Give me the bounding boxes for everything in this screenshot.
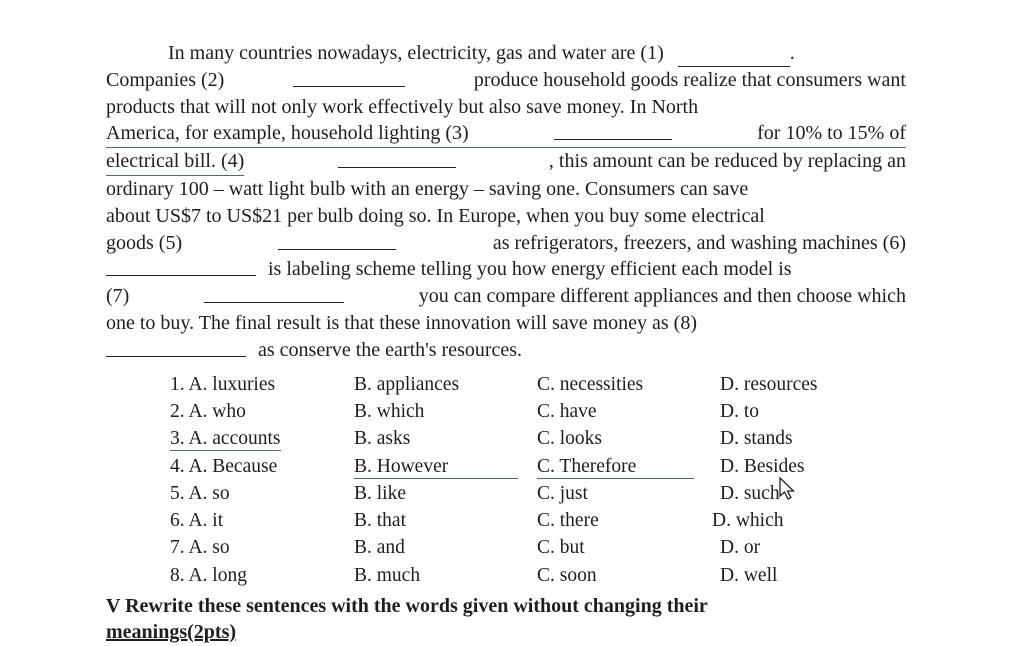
passage-line-10 (106, 283, 906, 310)
passage-text: about US$7 to US$21 per bulb doing so. In Europe, when you buy some electrical (106, 204, 765, 227)
option-7b[interactable]: B. and (354, 537, 405, 559)
option-2b[interactable]: B. which (354, 400, 425, 422)
option-4c[interactable]: C. Therefore (537, 456, 720, 478)
option-2d[interactable]: D. to (720, 400, 759, 422)
option-1b[interactable]: B. appliances (354, 373, 460, 395)
option-7c[interactable]: C. but (537, 537, 585, 559)
option-7d[interactable]: D. or (720, 537, 761, 559)
passage-text: , this amount can be reduced by replacing an (548, 150, 906, 173)
passage-line-2 (106, 67, 906, 94)
blank-7[interactable] (204, 283, 344, 303)
option-3c[interactable]: C. looks (537, 428, 603, 450)
passage-text: for 10% to 15% of (757, 122, 906, 145)
blank-5[interactable] (278, 230, 396, 250)
option-2a[interactable]: 2. A. who (170, 400, 246, 422)
passage-text: goods (5) (106, 231, 183, 254)
passage-text: electrical bill. (4) (106, 148, 244, 176)
option-6d[interactable]: D. which (712, 510, 784, 532)
option-6a[interactable]: 6. A. it (170, 510, 224, 532)
blank-6[interactable] (106, 256, 256, 276)
question-row-7 (170, 535, 903, 562)
option-5b[interactable]: B. like (354, 482, 406, 504)
option-7a[interactable]: 7. A. so (170, 537, 230, 559)
option-5c[interactable]: C. just (537, 482, 588, 504)
passage-line-6 (106, 176, 906, 203)
blank-4[interactable] (338, 148, 456, 168)
option-4d[interactable]: D. Besides (720, 455, 805, 477)
passage-text: (7) (106, 285, 130, 308)
passage-line-1 (106, 40, 906, 67)
option-2c[interactable]: C. have (537, 400, 597, 422)
passage-text: you can compare different appliances and then choose which (418, 285, 906, 308)
question-row-2 (170, 398, 903, 425)
option-8a[interactable]: 8. A. long (170, 564, 247, 586)
section-v-title: V Rewrite these sentences with the words given without changing their (106, 595, 708, 617)
passage-text: Companies (2) (106, 68, 225, 91)
passage-line-12 (106, 337, 906, 364)
passage-line-11 (106, 310, 906, 337)
option-8d[interactable]: D. well (720, 564, 778, 586)
passage-text: as conserve the earth's resources. (258, 338, 523, 361)
blank-8[interactable] (106, 337, 246, 357)
reading-passage (106, 40, 906, 364)
option-1d[interactable]: D. resources (720, 373, 818, 395)
option-3b[interactable]: B. asks (354, 428, 411, 450)
passage-text: one to buy. The final result is that these innovation will save money as (8) (106, 311, 697, 334)
passage-line-5 (106, 148, 906, 176)
question-row-1 (170, 371, 903, 398)
blank-2[interactable] (293, 67, 405, 87)
question-row-6 (170, 507, 903, 534)
option-1c[interactable]: C. necessities (537, 373, 644, 395)
section-v-heading (106, 593, 866, 645)
passage-line-3 (106, 94, 906, 121)
option-1a[interactable]: 1. A. luxuries (170, 373, 276, 395)
passage-text: produce household goods realize that consumers want (473, 68, 906, 91)
option-8b[interactable]: B. much (354, 564, 421, 586)
question-row-8 (170, 562, 903, 589)
passage-text: ordinary 100 – watt light bulb with an energy – saving one. Consumers can save (106, 177, 749, 200)
option-6c[interactable]: C. there (537, 510, 599, 532)
option-6b[interactable]: B. that (354, 510, 406, 532)
passage-line-4 (106, 120, 906, 148)
passage-text: is labeling scheme telling you how energy efficient each model is (268, 258, 792, 281)
option-8c[interactable]: C. soon (537, 564, 597, 586)
passage-text: . (789, 42, 795, 64)
mouse-cursor-icon (778, 477, 798, 501)
option-5d[interactable]: D. such (720, 482, 780, 504)
option-5a[interactable]: 5. A. so (170, 482, 230, 504)
passage-text: as refrigerators, freezers, and washing machines (6) (492, 231, 906, 254)
passage-line-8 (106, 230, 906, 257)
option-3a[interactable]: 3. A. accounts (170, 428, 281, 450)
question-row-3 (170, 426, 903, 453)
blank-3[interactable] (554, 120, 672, 140)
passage-text: In many countries nowadays, electricity, gas and water are (1) (168, 42, 664, 64)
option-3d[interactable]: D. stands (720, 428, 793, 450)
passage-text: America, for example, household lighting (3) (106, 122, 469, 145)
option-4b[interactable]: B. However (354, 456, 537, 478)
passage-line-7 (106, 203, 906, 230)
option-4a[interactable]: 4. A. Because (170, 455, 278, 477)
passage-text: products that will not only work effectively but also save money. In North (106, 95, 699, 118)
section-v-title-cont: meanings(2pts) (106, 621, 237, 643)
passage-line-9 (106, 256, 906, 283)
blank-1[interactable] (678, 47, 790, 67)
